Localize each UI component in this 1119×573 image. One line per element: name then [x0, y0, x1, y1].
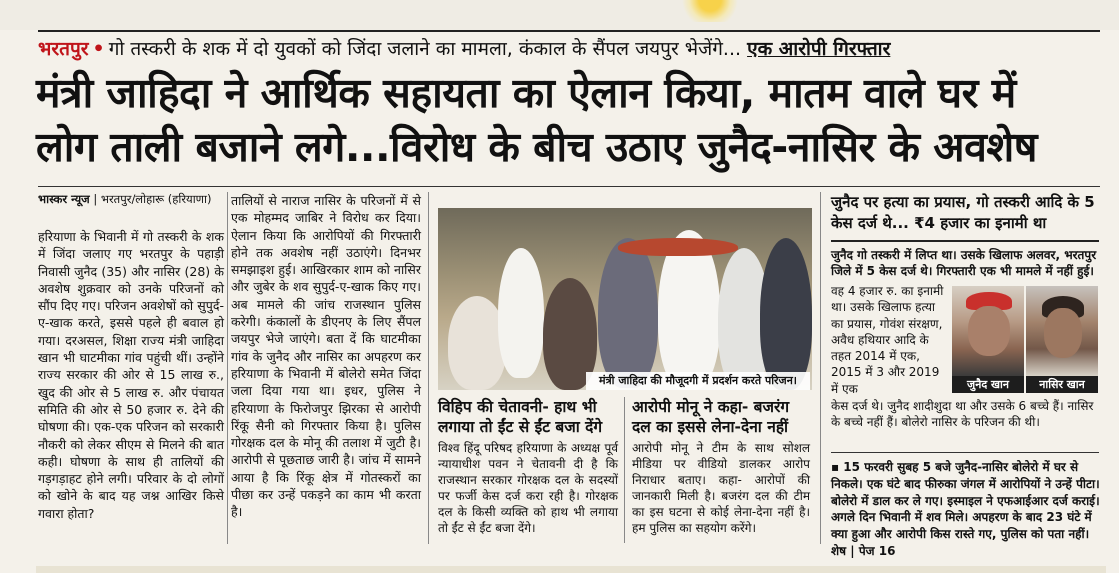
headline-rule — [38, 186, 1100, 187]
sub-text-vhp: विश्व हिंदू परिषद हरियाणा के अध्यक्ष पूर्व न्यायाधीश पवन ने चेतावनी दी है कि राजस्थान सरकार गोरक्षक दल के सदस्यों पर फर्जी केस दर्ज करा रही है। गोरक्षक दल के किसी व्यक्ति को हाथ भी लगाया तो ईंट से ईंट बजा देंगे। — [438, 441, 618, 535]
sub-text-monu: आरोपी मोनू ने टीम के साथ सोशल मीडिया पर वीडियो डालकर आरोप निराधार बताए। कहा- आरोपों की जानकारी मिली है। बजरंग दल की टीम का इस घटना से कोई लेना-देना नहीं है। हम पुलिस का सहयोग करेंगे। — [632, 441, 810, 535]
kicker-line — [38, 36, 1108, 62]
sidebox-text: वह 4 हजार रु. का इनामी था। उसके खिलाफ हत्या का प्रयास, गोवंश संरक्षण, अवैध हथियार आदि के तहत 2014 में एक, 2015 में 3 और 2019 में एक — [831, 284, 944, 396]
headline-line-2: लोग ताली बजाने लगे...विरोध के बीच उठाए जुनैद-नासिर के अवशेष — [36, 123, 1037, 171]
sub-heading-vhp: विहिप की चेतावनी- हाथ भी लगाया तो ईंट से ईंट बजा देंगे — [438, 398, 603, 436]
top-rule — [38, 30, 1100, 32]
headline-line-1: मंत्री जाहिदा ने आर्थिक सहायता का ऐलान किया, मातम वाले घर में — [36, 69, 1016, 117]
page-top-strip — [0, 0, 1119, 30]
column-divider — [227, 192, 228, 544]
junaid-photo-label: जुनैद खान — [952, 376, 1024, 393]
column-divider — [624, 397, 625, 543]
sidebox-text-continued: केस दर्ज थे। जुनैद शादीशुदा था और उसके 6 बच्चे हैं। नासिर के बच्चे नहीं हैं। बोलेरो नासिर के परिजन की थी। — [831, 399, 1094, 430]
kicker-arrest: एक आरोपी गिरफ्तार — [747, 38, 891, 60]
column-divider — [820, 192, 821, 544]
bullet-icon: • — [92, 38, 105, 60]
nasir-photo-label: नासिर खान — [1026, 376, 1098, 393]
sun-logo-graphic — [680, 0, 740, 22]
byline: भास्कर न्यूज | भरतपुर/लोहारू (हरियाणा) — [38, 192, 212, 206]
sidebox-footer: ▪ 15 फरवरी सुबह 5 बजे जुनैद-नासिर बोलेरो में घर से निकले। एक घंटे बाद फीरुका जंगल में आरोपियों ने उन्हें पीटा। बोलेरो में डाल कर ले गए। इस्माइल ने एफआईआर दर्ज कराई। अगले दिन भिवानी में शव मिले। अपहरण के बाद 23 घंटे में क्या हुआ और आरोपी किस रास्ते गए, पुलिस को पता नहीं। शेष | पेज 16 — [831, 460, 1100, 558]
junaid-photo — [952, 286, 1024, 376]
kicker-text: गो तस्करी के शक में दो युवकों को जिंदा जलाने का मामला, कंकाल के सैंपल जयपुर भेजेंगे... — [108, 38, 742, 60]
article-column-1: हरियाणा के भिवानी में गो तस्करी के शक में जिंदा जलाए गए भरतपुर के पहाड़ी निवासी जुनैद (35) और नासिर (28) के अवशेष शुक्रवार को उनके परिजनों को सौंप दिए गए। परिजन अवशेषों को सुपुर्द-ए-खाक करते, इससे पहले ही बवाल हो गया। दरअसल, शिक्षा राज्य मंत्री जाहिदा खान भी घाटमीका गांव पहुंची थीं। उन्होंने राज्य सरकार की ओर से 15 लाख रु., खुद की ओर से 5 लाख रु. और पंचायत समिति की ओर से 50 हजार रु. देने की घोषणा की। एक-एक परिजन को सरकारी नौकरी को लेकर सीएम से मिलने की बात कही। घोषणा के साथ ही तालियों की गड़गड़ाहट होने लगी। परिवार के दो लोगों को खोने के बाद यह जश्न आखिर किसे गवारा होता? — [38, 229, 224, 521]
kicker-city: भरतपुर — [38, 38, 89, 60]
bottom-strip — [36, 566, 1106, 573]
protest-photo — [438, 208, 812, 390]
article-column-2: तालियों से नाराज नासिर के परिजनों में से एक मोहम्मद जाबिर ने विरोध कर दिया। ऐलान किया कि आरोपियों की गिरफ्तारी होने तक अवशेष नहीं उठाएंगे। दिनभर समझाइश हुई। आखिरकार शाम को नासिर और जुबेर के शव सुपुर्द-ए-खाक किए गए। अब मामले की जांच राजस्थान पुलिस करेगी। कंकालों के डीएनए के लिए सैंपल जयपुर भेजे जाएंगे। बता दें कि घाटमीका गांव के जुनैद और नासिर का अपहरण कर हरियाणा के भिवानी में बोलेरो समेत जिंदा जला दिया गया था। इधर, पुलिस ने हरियाणा के फिरोजपुर झिरका से आरोपी रिंकू सैनी को गिरफ्तार किया है। पुलिस गोरक्षक दल के मोनू की तलाश में जुटी है। आरोपी से पूछताछ जारी है। जांच में सामने आया है कि रिंकू क्षेत्र में गोतस्करों का पीछा कर उन्हें पकड़ने का काम भी करता है। — [231, 193, 421, 520]
sidebox-rule — [831, 240, 1099, 242]
headline — [36, 66, 1111, 174]
column-divider — [428, 192, 429, 544]
nasir-photo — [1026, 286, 1098, 376]
byline-source: भास्कर न्यूज — [38, 192, 90, 206]
sidebox-rule — [831, 452, 1099, 453]
byline-place: भरतपुर/लोहारू (हरियाणा) — [100, 192, 212, 206]
sidebox-lead: जुनैद गो तस्करी में लिप्त था। उसके खिलाफ अलवर, भरतपुर जिले में 5 केस दर्ज थे। गिरफ्तारी एक भी मामले में नहीं हुई। — [831, 248, 1097, 278]
photo-caption: मंत्री जाहिदा की मौजूदगी में प्रदर्शन करते परिजन। — [586, 372, 810, 390]
sub-heading-monu: आरोपी मोनू ने कहा- बजरंग दल का इससे लेना-देना नहीं — [632, 398, 790, 436]
sidebox-heading: जुनैद पर हत्या का प्रयास, गो तस्करी आदि के 5 केस दर्ज थे... ₹4 हजार का इनामी था — [831, 193, 1095, 232]
